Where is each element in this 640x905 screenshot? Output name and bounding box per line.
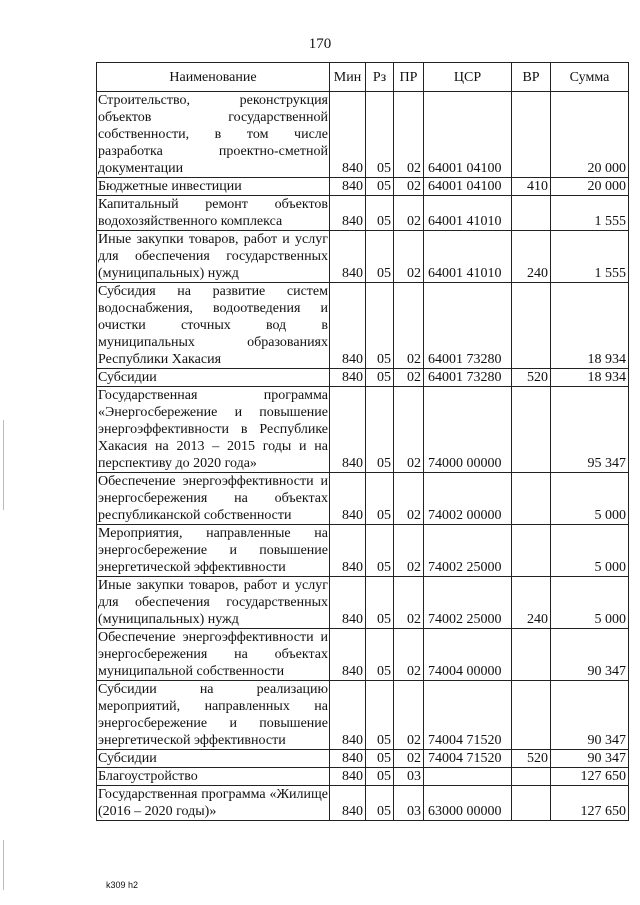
table-row [97,750,629,768]
table-row [97,577,629,629]
cell-rz: 05 [366,196,394,231]
cell-name: Иные закупки товаров, работ и услуг для обеспечения государственных (муниципальных) нужд [98,578,328,627]
cell-min: 840 [330,473,366,525]
cell-name: Обеспечение энергоэффективности и энергосбережения на объектах муниципальной собственности [98,630,328,679]
cell-min: 840 [330,577,366,629]
cell-rz: 05 [366,629,394,681]
page-number: 170 [308,36,332,52]
cell-pr: 02 [394,92,424,178]
cell-sum: 5 000 [551,473,629,525]
cell-rz: 05 [366,768,394,786]
cell-rz: 05 [366,681,394,750]
cell-name: Субсидии [97,750,330,768]
column-header-rz: Рз [366,63,394,92]
cell-vr [512,283,551,369]
cell-vr [512,92,551,178]
cell-pr: 03 [394,786,424,821]
cell-min: 840 [330,768,366,786]
cell-min: 840 [330,786,366,821]
cell-vr [512,629,551,681]
cell-csr: 74002 00000 [424,473,512,525]
cell-csr: 74000 00000 [424,387,512,473]
cell-sum: 90 347 [551,629,629,681]
cell-csr: 74004 71520 [424,750,512,768]
scan-margin-mark [3,840,4,890]
cell-min: 840 [330,629,366,681]
cell-pr: 02 [394,369,424,387]
cell-csr: 74004 00000 [424,629,512,681]
cell-rz: 05 [366,786,394,821]
cell-rz: 05 [366,387,394,473]
cell-min: 840 [330,387,366,473]
cell-sum: 5 000 [551,525,629,577]
cell-csr: 63000 00000 [424,786,512,821]
table-row [97,283,629,369]
cell-csr: 74002 25000 [424,577,512,629]
cell-sum: 18 934 [551,369,629,387]
cell-csr: 64001 73280 [424,369,512,387]
cell-vr [512,525,551,577]
cell-min: 840 [330,525,366,577]
cell-vr: 410 [512,178,551,196]
table-row [97,525,629,577]
column-header-vr: ВР [512,63,551,92]
table-row [97,196,629,231]
cell-name: Иные закупки товаров, работ и услуг для обеспечения государственных (муниципальных) нужд [98,232,328,281]
table-row [97,629,629,681]
cell-pr: 02 [394,750,424,768]
cell-min: 840 [330,283,366,369]
cell-name: Обеспечение энергоэффективности и энергосбережения на объектах республиканской собственности [98,474,328,523]
cell-name: Государственная программа «Жилище (2016 – 2020 годы)» [98,787,328,819]
cell-vr: 520 [512,369,551,387]
cell-rz: 05 [366,525,394,577]
cell-sum: 20 000 [551,178,629,196]
cell-name: Благоустройство [97,768,330,786]
cell-csr: 64001 41010 [424,196,512,231]
cell-csr: 74004 71520 [424,681,512,750]
table-row [97,369,629,387]
cell-vr [512,473,551,525]
cell-rz: 05 [366,231,394,283]
cell-min: 840 [330,750,366,768]
cell-min: 840 [330,92,366,178]
cell-csr: 64001 73280 [424,283,512,369]
table-body [97,92,629,821]
cell-rz: 05 [366,473,394,525]
cell-csr: 64001 04100 [424,92,512,178]
cell-rz: 05 [366,369,394,387]
table-row [97,681,629,750]
cell-rz: 05 [366,750,394,768]
cell-name: Мероприятия, направленные на энергосбережение и повышение энергетической эффективности [98,526,328,575]
cell-rz: 05 [366,283,394,369]
cell-min: 840 [330,369,366,387]
cell-csr [424,768,512,786]
cell-rz: 05 [366,577,394,629]
cell-vr: 240 [512,231,551,283]
cell-vr [512,387,551,473]
cell-name: Субсидия на развитие систем водоснабжения, водоотведения и очистки сточных вод в муниципальных образованиях Республики Хакасия [98,284,328,367]
scan-margin-mark [3,420,4,510]
cell-pr: 02 [394,681,424,750]
cell-pr: 02 [394,577,424,629]
column-header-csr: ЦСР [424,63,512,92]
budget-table [96,62,629,821]
cell-pr: 02 [394,283,424,369]
cell-sum: 1 555 [551,231,629,283]
cell-sum: 90 347 [551,681,629,750]
cell-name: Государственная программа «Энергосбережение и повышение энергоэффективности в Республике Хакасия на 2013 – 2015 годы и на перспективу до 2020 года» [98,388,328,471]
cell-sum: 90 347 [551,750,629,768]
column-header-min: Мин [330,63,366,92]
cell-vr [512,768,551,786]
cell-name: Субсидии на реализацию мероприятий, направленных на энергосбережение и повышение энергетической эффективности [98,682,328,748]
table-row [97,473,629,525]
cell-sum: 1 555 [551,196,629,231]
table-row [97,387,629,473]
cell-min: 840 [330,178,366,196]
cell-sum: 127 650 [551,786,629,821]
cell-csr: 64001 41010 [424,231,512,283]
cell-vr [512,681,551,750]
table-row [97,786,629,821]
cell-pr: 02 [394,525,424,577]
cell-min: 840 [330,231,366,283]
cell-vr: 240 [512,577,551,629]
cell-name: Субсидии [97,369,330,387]
cell-pr: 02 [394,178,424,196]
table-header-row [97,63,629,92]
cell-pr: 02 [394,231,424,283]
cell-name: Строительство, реконструкция объектов государственной собственности, в том числе разработка проектно-сметной документации [98,93,328,176]
cell-vr [512,196,551,231]
table-row [97,92,629,178]
cell-sum: 127 650 [551,768,629,786]
cell-name: Бюджетные инвестиции [97,178,330,196]
cell-sum: 20 000 [551,92,629,178]
cell-min: 840 [330,681,366,750]
cell-pr: 03 [394,768,424,786]
column-header-name: Наименование [97,63,330,92]
column-header-sum: Сумма [551,63,629,92]
cell-sum: 18 934 [551,283,629,369]
cell-vr [512,786,551,821]
cell-sum: 5 000 [551,577,629,629]
cell-csr: 64001 04100 [424,178,512,196]
cell-vr: 520 [512,750,551,768]
table-row [97,178,629,196]
cell-pr: 02 [394,387,424,473]
cell-rz: 05 [366,178,394,196]
cell-sum: 95 347 [551,387,629,473]
footer-code: k309 h2 [106,880,139,890]
table-row [97,768,629,786]
cell-rz: 05 [366,92,394,178]
table-row [97,231,629,283]
cell-csr: 74002 25000 [424,525,512,577]
cell-pr: 02 [394,473,424,525]
cell-pr: 02 [394,196,424,231]
column-header-pr: ПР [394,63,424,92]
cell-name: Капитальный ремонт объектов водохозяйственного комплекса [98,197,328,229]
cell-pr: 02 [394,629,424,681]
cell-min: 840 [330,196,366,231]
